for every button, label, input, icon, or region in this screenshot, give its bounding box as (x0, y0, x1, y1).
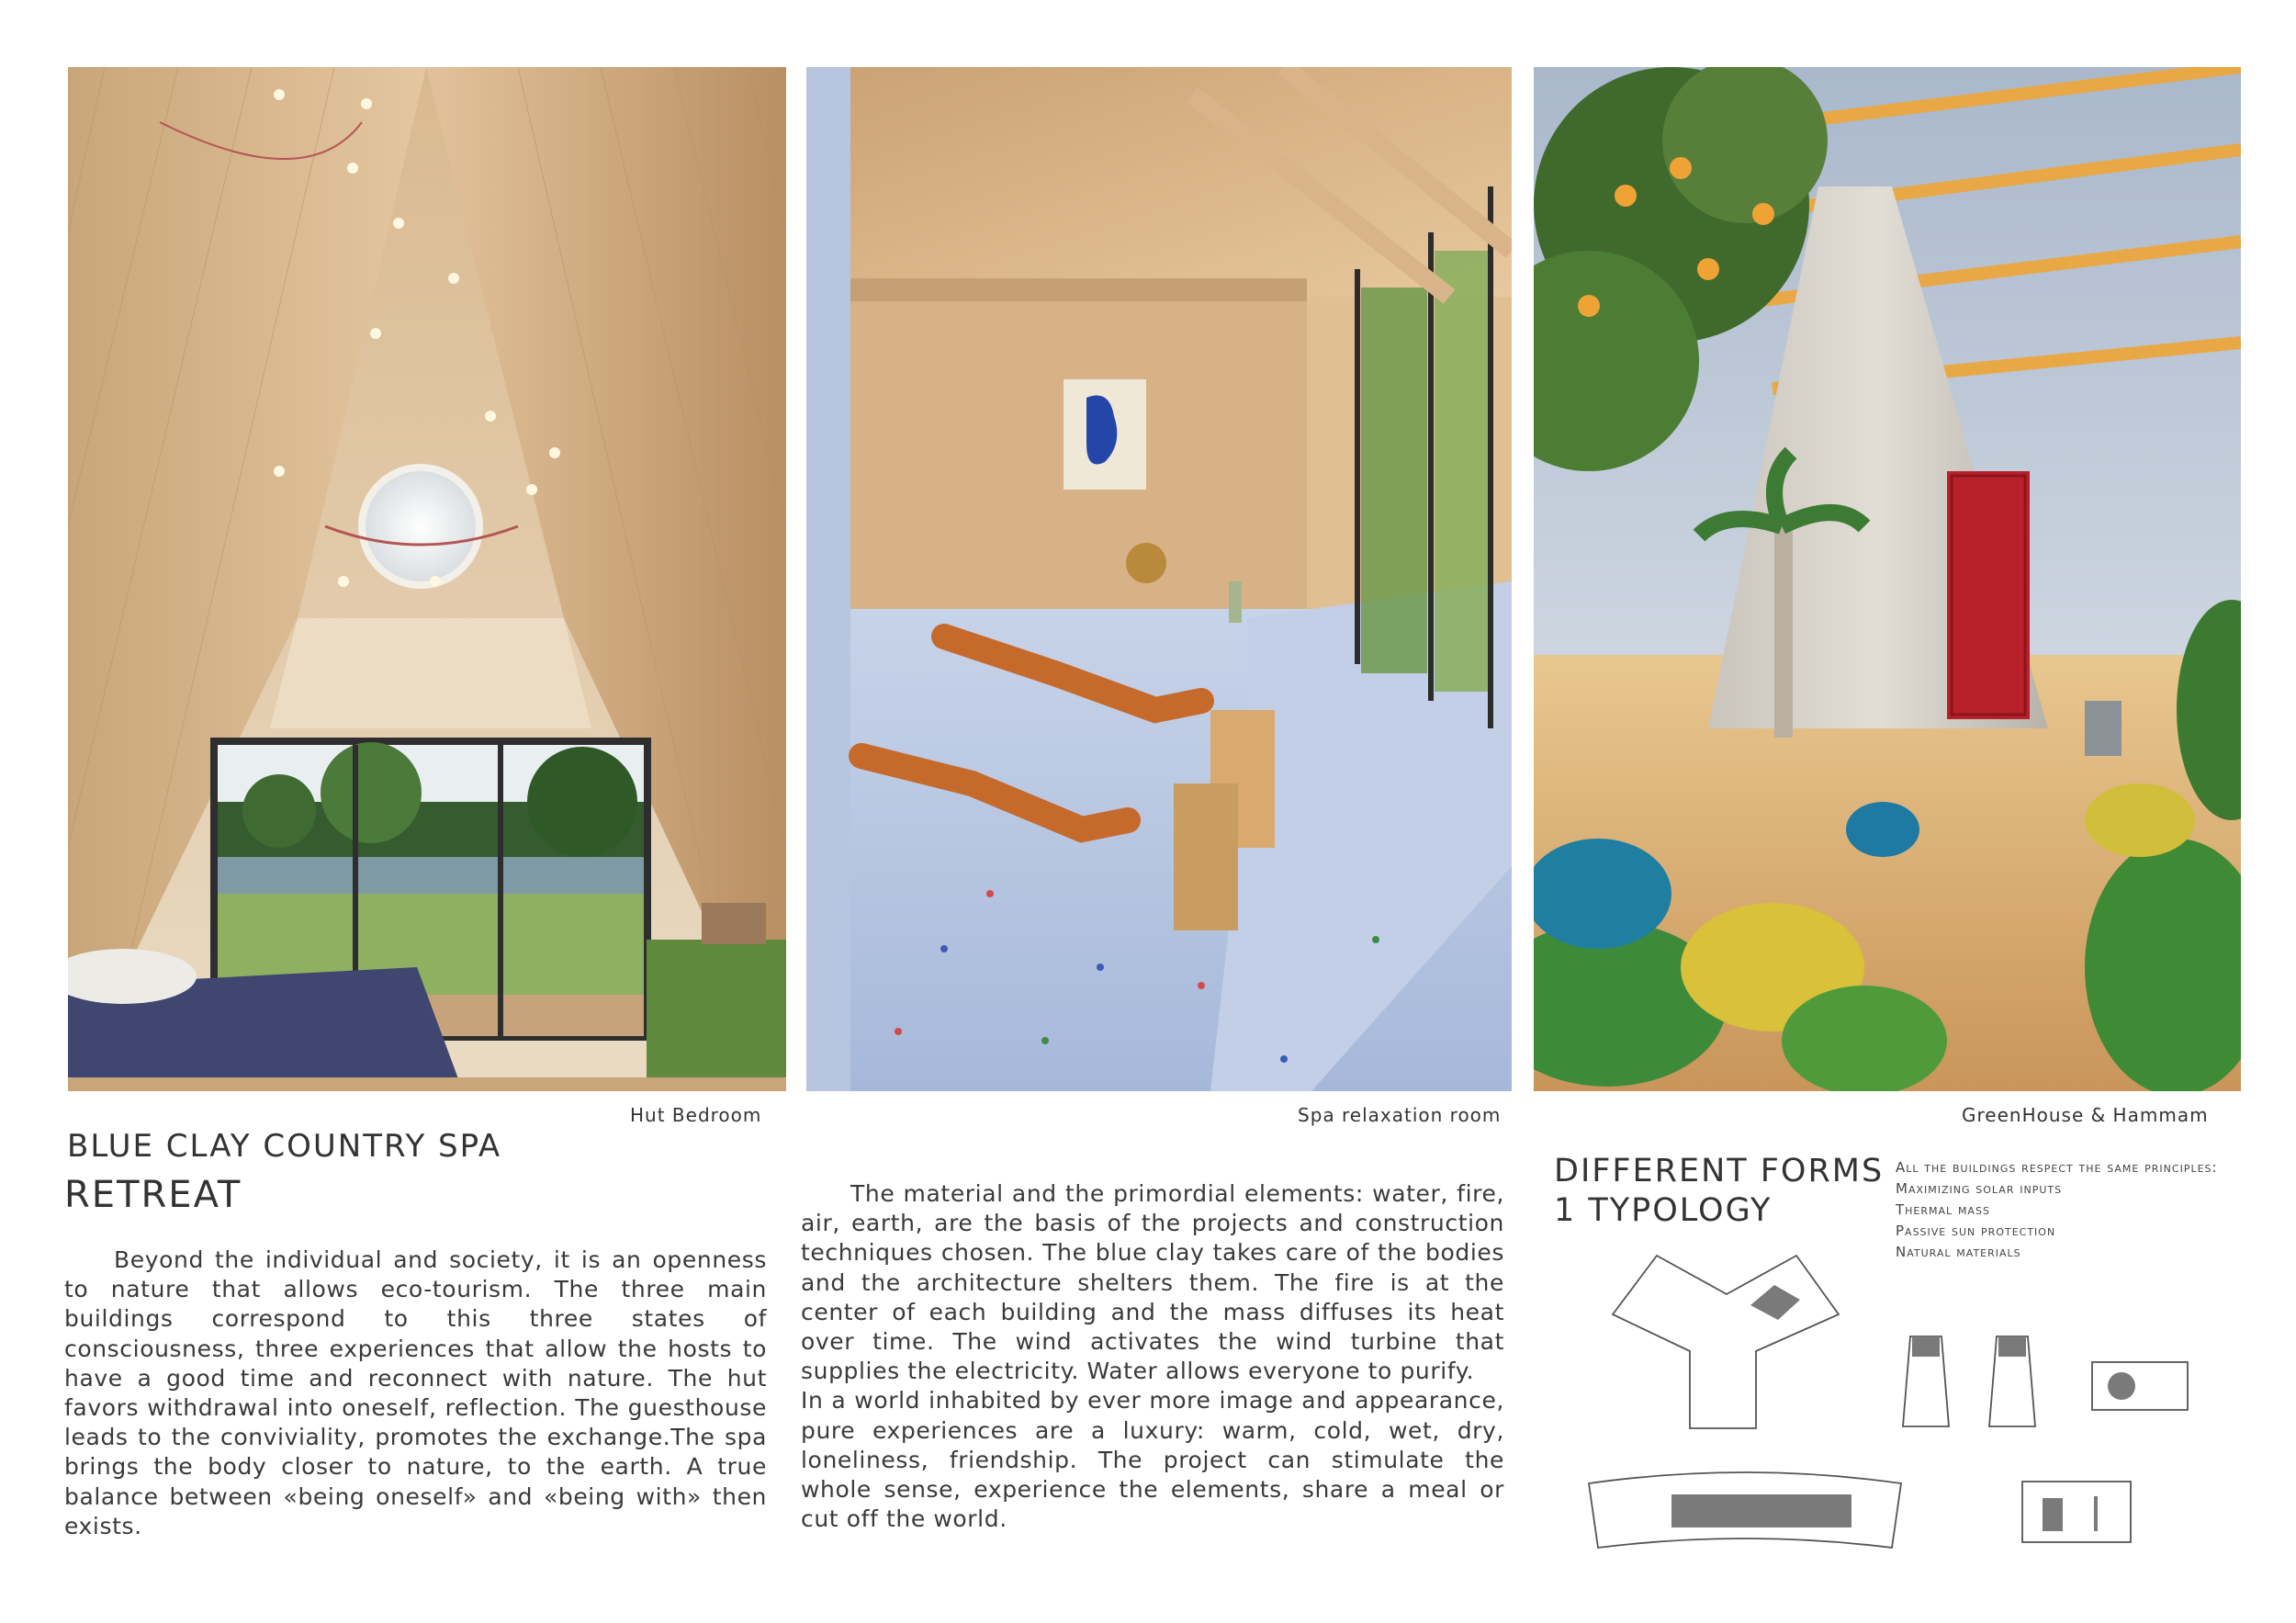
hut-bedroom-render (68, 67, 786, 1091)
page-subtitle: RETREAT (64, 1174, 242, 1216)
materials-text (801, 1179, 1504, 1534)
greenhouse-hammam-render (1534, 67, 2241, 1091)
page-title: BLUE CLAY COUNTRY SPA (67, 1128, 502, 1165)
intro-paragraph: Beyond the individual and society, it is an openness to nature that allows eco-tourism. The three main buildings correspond to this three states of consciousness, three experiences that allow the hosts to have a good time and reconnect with nature. The hut favors withdrawal into oneself, reflection. The guesthouse leads to the conviviality, promotes the exchange.The spa brings the body closer to nature, to the earth. A true balance between «being oneself» and «being with» then exists. (64, 1246, 767, 1539)
building-plans-diagram (1561, 1245, 2259, 1594)
principles-intro: All the buildings respect the same principles: (1896, 1159, 2218, 1176)
spa-relaxation-render (806, 67, 1512, 1091)
y-plan-outline (1613, 1256, 1839, 1428)
principle-item: Natural materials (1896, 1244, 2021, 1260)
square-plan (2092, 1362, 2188, 1410)
forms-title-line1: DIFFERENT FORMS (1554, 1153, 1885, 1189)
experience-paragraph: In a world inhabited by ever more image and appearance, pure experiences are a luxury: warm, cold, wet, dry, loneliness, friendship. The project can stimulate the whole sense, experience the elements, share a meal or cut off the world. (801, 1387, 1504, 1533)
principle-item: Passive sun protection (1896, 1223, 2056, 1239)
caption-greenhouse: GreenHouse & Hammam (1962, 1104, 2209, 1126)
forms-title-line2: 1 TYPOLOGY (1554, 1192, 1773, 1229)
forms-heading (1554, 1152, 1884, 1231)
rect-plan (2022, 1482, 2131, 1542)
materials-paragraph: The material and the primordial elements: water, fire, air, earth, are the basis of the projects and construction techniques chosen. The blue clay takes care of the bodies and the architecture shelters them. The fire is at the center of each building and the mass diffuses its heat over time. The wind activates the wind turbine that supplies the electricity. Water allows everyone to purify. (801, 1180, 1504, 1385)
caption-hut-bedroom: Hut Bedroom (630, 1104, 762, 1126)
principle-item: Maximizing solar inputs (1896, 1180, 2063, 1197)
caption-spa-relaxation: Spa relaxation room (1298, 1104, 1502, 1126)
principle-item: Thermal mass (1896, 1201, 1990, 1218)
